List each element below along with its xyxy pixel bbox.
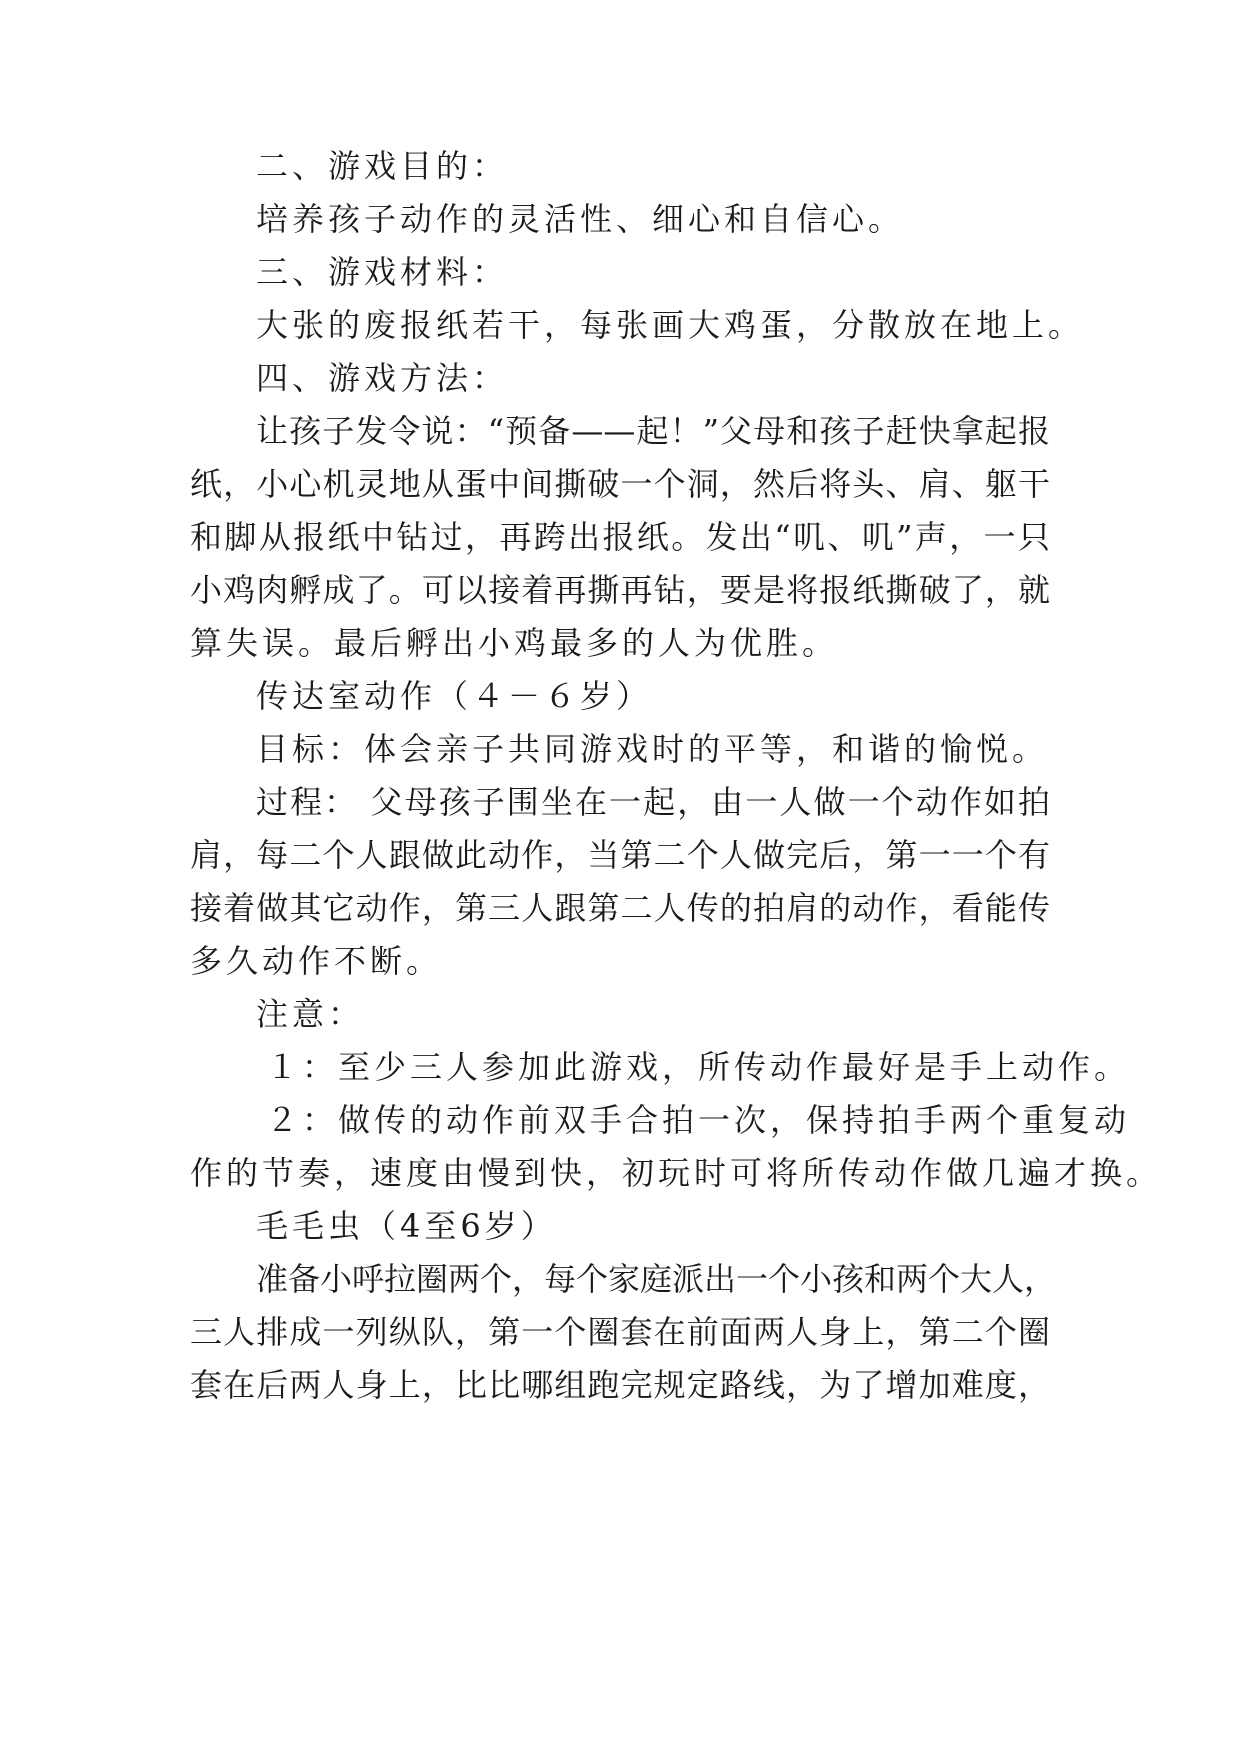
heading-game-purpose: 二、游戏目的：	[256, 147, 509, 185]
note-item: １：至少三人参加此游戏，所传动作最好是手上动作。	[266, 1048, 1131, 1086]
paragraph-line: 培养孩子动作的灵活性、细心和自信心。	[256, 200, 905, 238]
paragraph-line: 三人排成一列纵队，第一个圈套在前面两人身上，第二个圈	[190, 1313, 1050, 1351]
paragraph-line: 作的节奏，速度由慢到快，初玩时可将所传动作做几遍才换。	[190, 1154, 1163, 1192]
paragraph-line: 大张的废报纸若干，每张画大鸡蛋，分散放在地上。	[256, 306, 1085, 344]
paragraph-line: 套在后两人身上，比比哪组跑完规定路线，为了增加难度，	[190, 1366, 1050, 1404]
paragraph-line: 算失误。最后孵出小鸡最多的人为优胜。	[190, 624, 839, 662]
paragraph-line: 小鸡肉孵成了。可以接着再撕再钻，要是将报纸撕破了，就	[190, 571, 1050, 609]
section-title: 传达室动作（４－６岁）	[256, 677, 653, 715]
paragraph-line: 目标：体会亲子共同游戏时的平等，和谐的愉悦。	[256, 730, 1049, 768]
heading-game-materials: 三、游戏材料：	[256, 253, 509, 291]
section-title: 毛毛虫（4至6岁）	[256, 1207, 557, 1245]
paragraph-line: 准备小呼拉圈两个，每个家庭派出一个小孩和两个大人，	[256, 1260, 1057, 1298]
paragraph-line: 让孩子发令说：“预备——起！”父母和孩子赶快拿起报	[256, 412, 1050, 450]
heading-notes: 注意：	[256, 995, 365, 1033]
paragraph-line: 和脚从报纸中钻过，再跨出报纸。发出“叽、叽”声，一只	[190, 518, 1050, 556]
paragraph-line: 接着做其它动作，第三人跟第二人传的拍肩的动作，看能传	[190, 889, 1050, 927]
paragraph-line: 肩，每二个人跟做此动作，当第二个人做完后，第一一个有	[190, 836, 1050, 874]
paragraph-line: 过程： 父母孩子围坐在一起，由一人做一个动作如拍	[256, 783, 1050, 821]
heading-game-method: 四、游戏方法：	[256, 359, 509, 397]
note-item: ２：做传的动作前双手合拍一次，保持拍手两个重复动	[266, 1101, 1131, 1139]
paragraph-line: 多久动作不断。	[190, 942, 443, 980]
paragraph-line: 纸，小心机灵地从蛋中间撕破一个洞，然后将头、肩、躯干	[190, 465, 1050, 503]
